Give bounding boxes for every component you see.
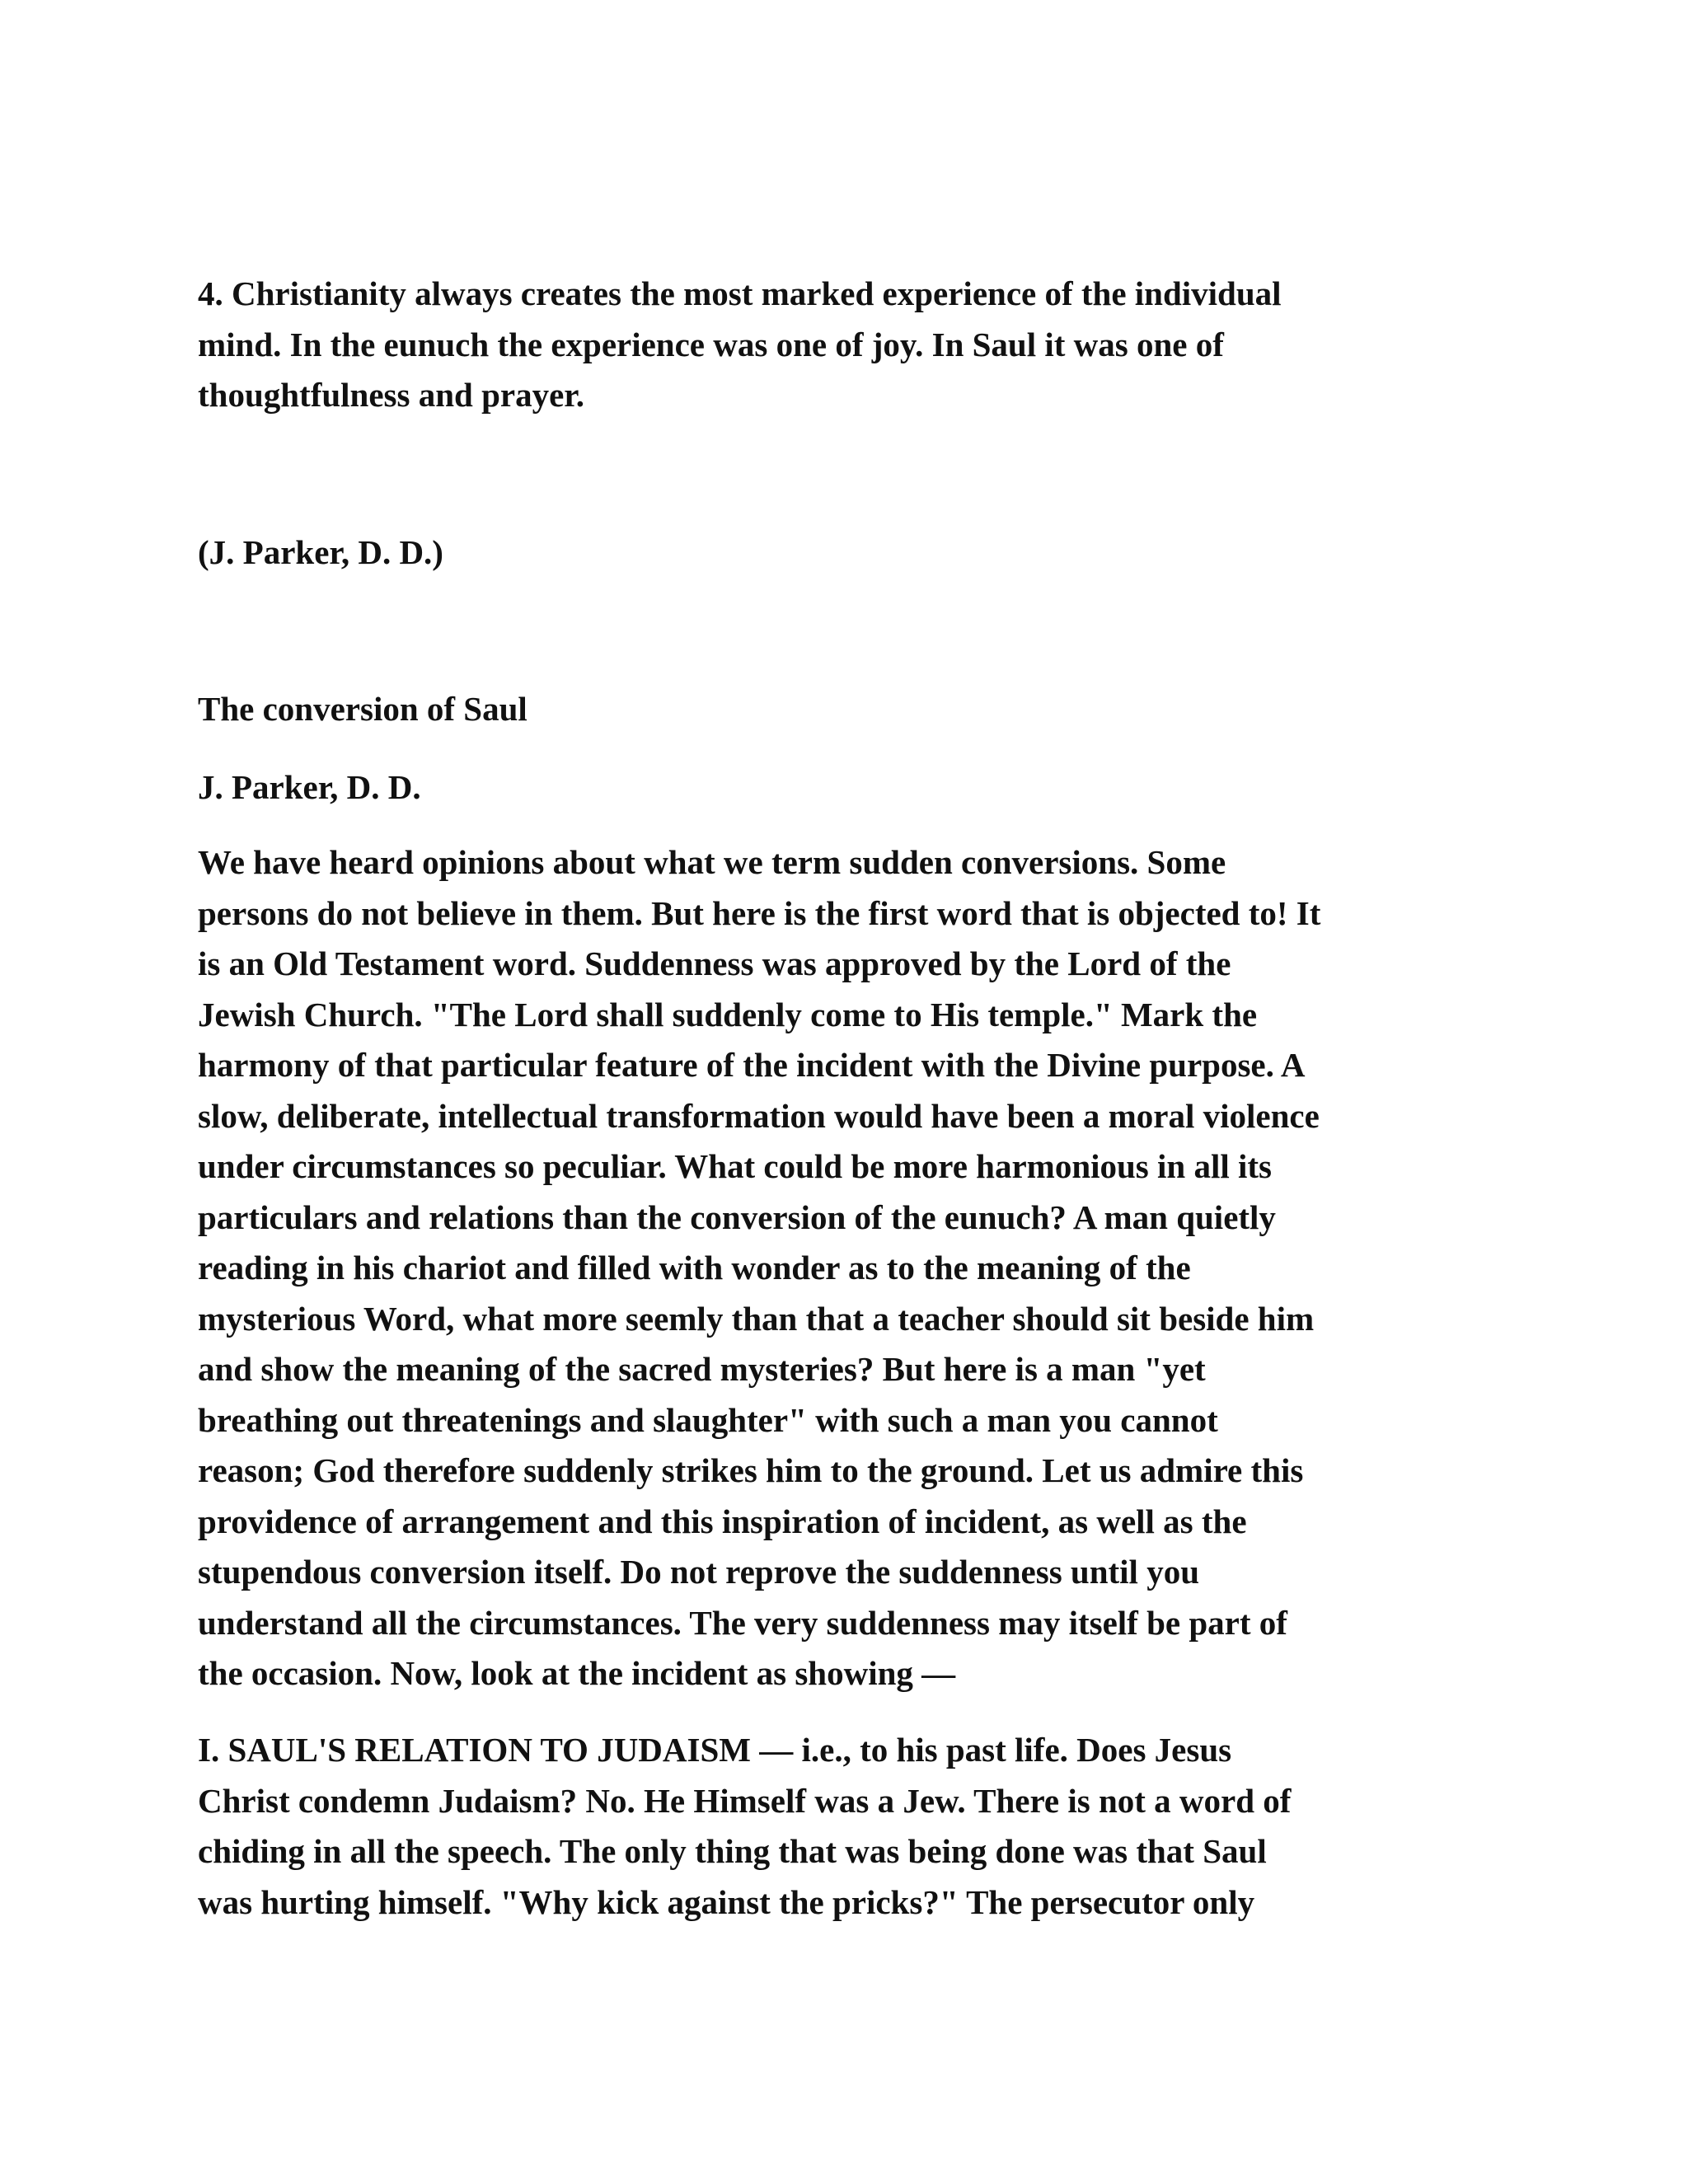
section-title: The conversion of Saul bbox=[198, 690, 528, 728]
attribution: (J. Parker, D. D.) bbox=[198, 533, 443, 571]
author-line: J. Parker, D. D. bbox=[198, 768, 421, 806]
point-4-paragraph: 4. Christianity always creates the most marked experience of the individual mind. In the eunuch the experience was one of joy. In Saul it was one of thoughtfulness and prayer. bbox=[198, 274, 1282, 414]
section-i-paragraph: I. SAUL'S RELATION TO JUDAISM — i.e., to his past life. Does Jesus Christ condemn Judaism? No. He Himself was a Jew. There is not a word of chiding in all the speech. The only thing that was being done was that Saul was hurting himself. "Why kick against the pricks?" The persecutor only bbox=[198, 1731, 1292, 1921]
body-paragraph: We have heard opinions about what we term sudden conversions. Some persons do not believe in them. But here is the first word that is objected to! It is an Old Testament word. Suddenness was approved by the Lord of the Jewish Church. "The Lord shall suddenly come to His temple." Mark the harmony of that particular feature of the incident with the Divine purpose. A slow, deliberate, intellectual transformation would have been a moral violence under circumstances so peculiar. What could be more harmonious in all its particulars and relations than the conversion of the eunuch? A man quietly reading in his chariot and filled with wonder as to the meaning of the mysterious Word, what more seemly than that a teacher should sit beside him and show the meaning of the sacred mysteries? But here is a man "yet breathing out threatenings and slaughter" with such a man you cannot reason; God therefore suddenly strikes him to the ground. Let us admire this providence of arrangement and this inspiration of incident, as well as the stupendous conversion itself. Do not reprove the suddenness until you understand all the circumstances. The very suddenness may itself be part of the occasion. Now, look at the incident as showing — bbox=[198, 843, 1321, 1692]
